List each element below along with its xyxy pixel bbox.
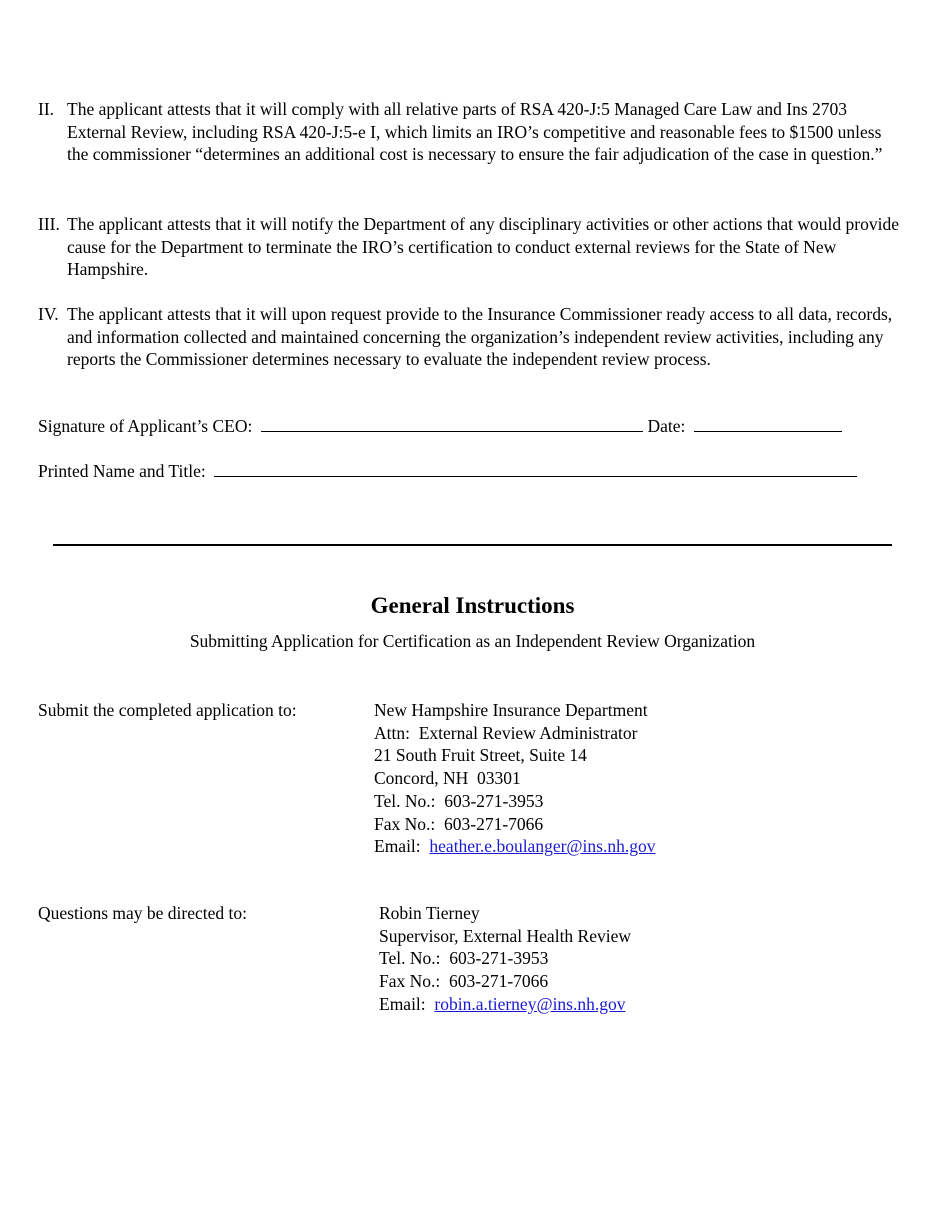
questions-email-link[interactable]: robin.a.tierney@ins.nh.gov [434, 993, 626, 1014]
ceo-signature-label: Signature of Applicant’s CEO: [38, 416, 253, 436]
attestation-numeral: II. [38, 99, 55, 119]
submit-fax: Fax No.: 603-271-7066 [374, 813, 544, 834]
questions-email-row [379, 993, 631, 1016]
attestation-item-iv [38, 303, 904, 371]
questions-label: Questions may be directed to: [38, 903, 247, 923]
submit-email-row [374, 835, 655, 858]
questions-fax: Fax No.: 603-271-7066 [379, 971, 549, 992]
attestation-text: The applicant attests that it will notify the Department of any disciplinary activities or other actions that would provide cause for the Department to terminate the IRO’s certification to conduct external reviews for the State of New Hampshire. [67, 214, 900, 280]
submit-label: Submit the completed application to: [38, 700, 297, 720]
questions-email-label: Email: [379, 993, 426, 1014]
date-field[interactable] [694, 415, 842, 432]
section-divider [53, 544, 892, 546]
signature-row [38, 415, 842, 437]
attestation-text: The applicant attests that it will comply with all relative parts of RSA 420-J:5 Managed Care Law and Ins 2703 External Review, including RSA 420-J:5-e I, which limits an IRO’s competitive and reasonable fees to $1500 unless the commissioner “determines an additional cost is necessary to ensure the fair adjudication of the case in question.” [67, 99, 883, 165]
instructions-title: General Instructions [370, 593, 575, 618]
attestation-text: The applicant attests that it will upon request provide to the Insurance Commissioner ready access to all data, records, and information collected and maintained concerning the organization’s independent review activities, including any reports the Commissioner determines necessary to evaluate the independent review process. [67, 304, 893, 370]
submit-street: 21 South Fruit Street, Suite 14 [374, 745, 587, 766]
instructions-subtitle: Submitting Application for Certification as an Independent Review Organization [189, 631, 756, 651]
attestation-numeral: IV. [38, 304, 59, 324]
attestation-item-ii [38, 98, 904, 166]
printed-name-field[interactable] [214, 460, 857, 477]
submit-city: Concord, NH 03301 [374, 768, 521, 789]
ceo-signature-field[interactable] [261, 415, 643, 432]
submit-org: New Hampshire Insurance Department [374, 700, 648, 720]
printed-name-label: Printed Name and Title: [38, 461, 206, 481]
submit-email-label: Email: [374, 836, 421, 857]
date-label: Date: [647, 416, 686, 436]
printed-name-row [38, 460, 857, 482]
questions-title: Supervisor, External Health Review [379, 925, 632, 946]
submit-email-link[interactable]: heather.e.boulanger@ins.nh.gov [429, 836, 656, 857]
questions-tel: Tel. No.: 603-271-3953 [379, 948, 549, 969]
questions-contact-block [379, 902, 631, 1016]
submit-tel: Tel. No.: 603-271-3953 [374, 790, 544, 811]
attestation-item-iii [38, 213, 904, 281]
submit-address-block [374, 699, 655, 858]
attestation-numeral: III. [38, 214, 60, 234]
questions-name: Robin Tierney [379, 903, 480, 923]
submit-attn: Attn: External Review Administrator [374, 722, 638, 743]
